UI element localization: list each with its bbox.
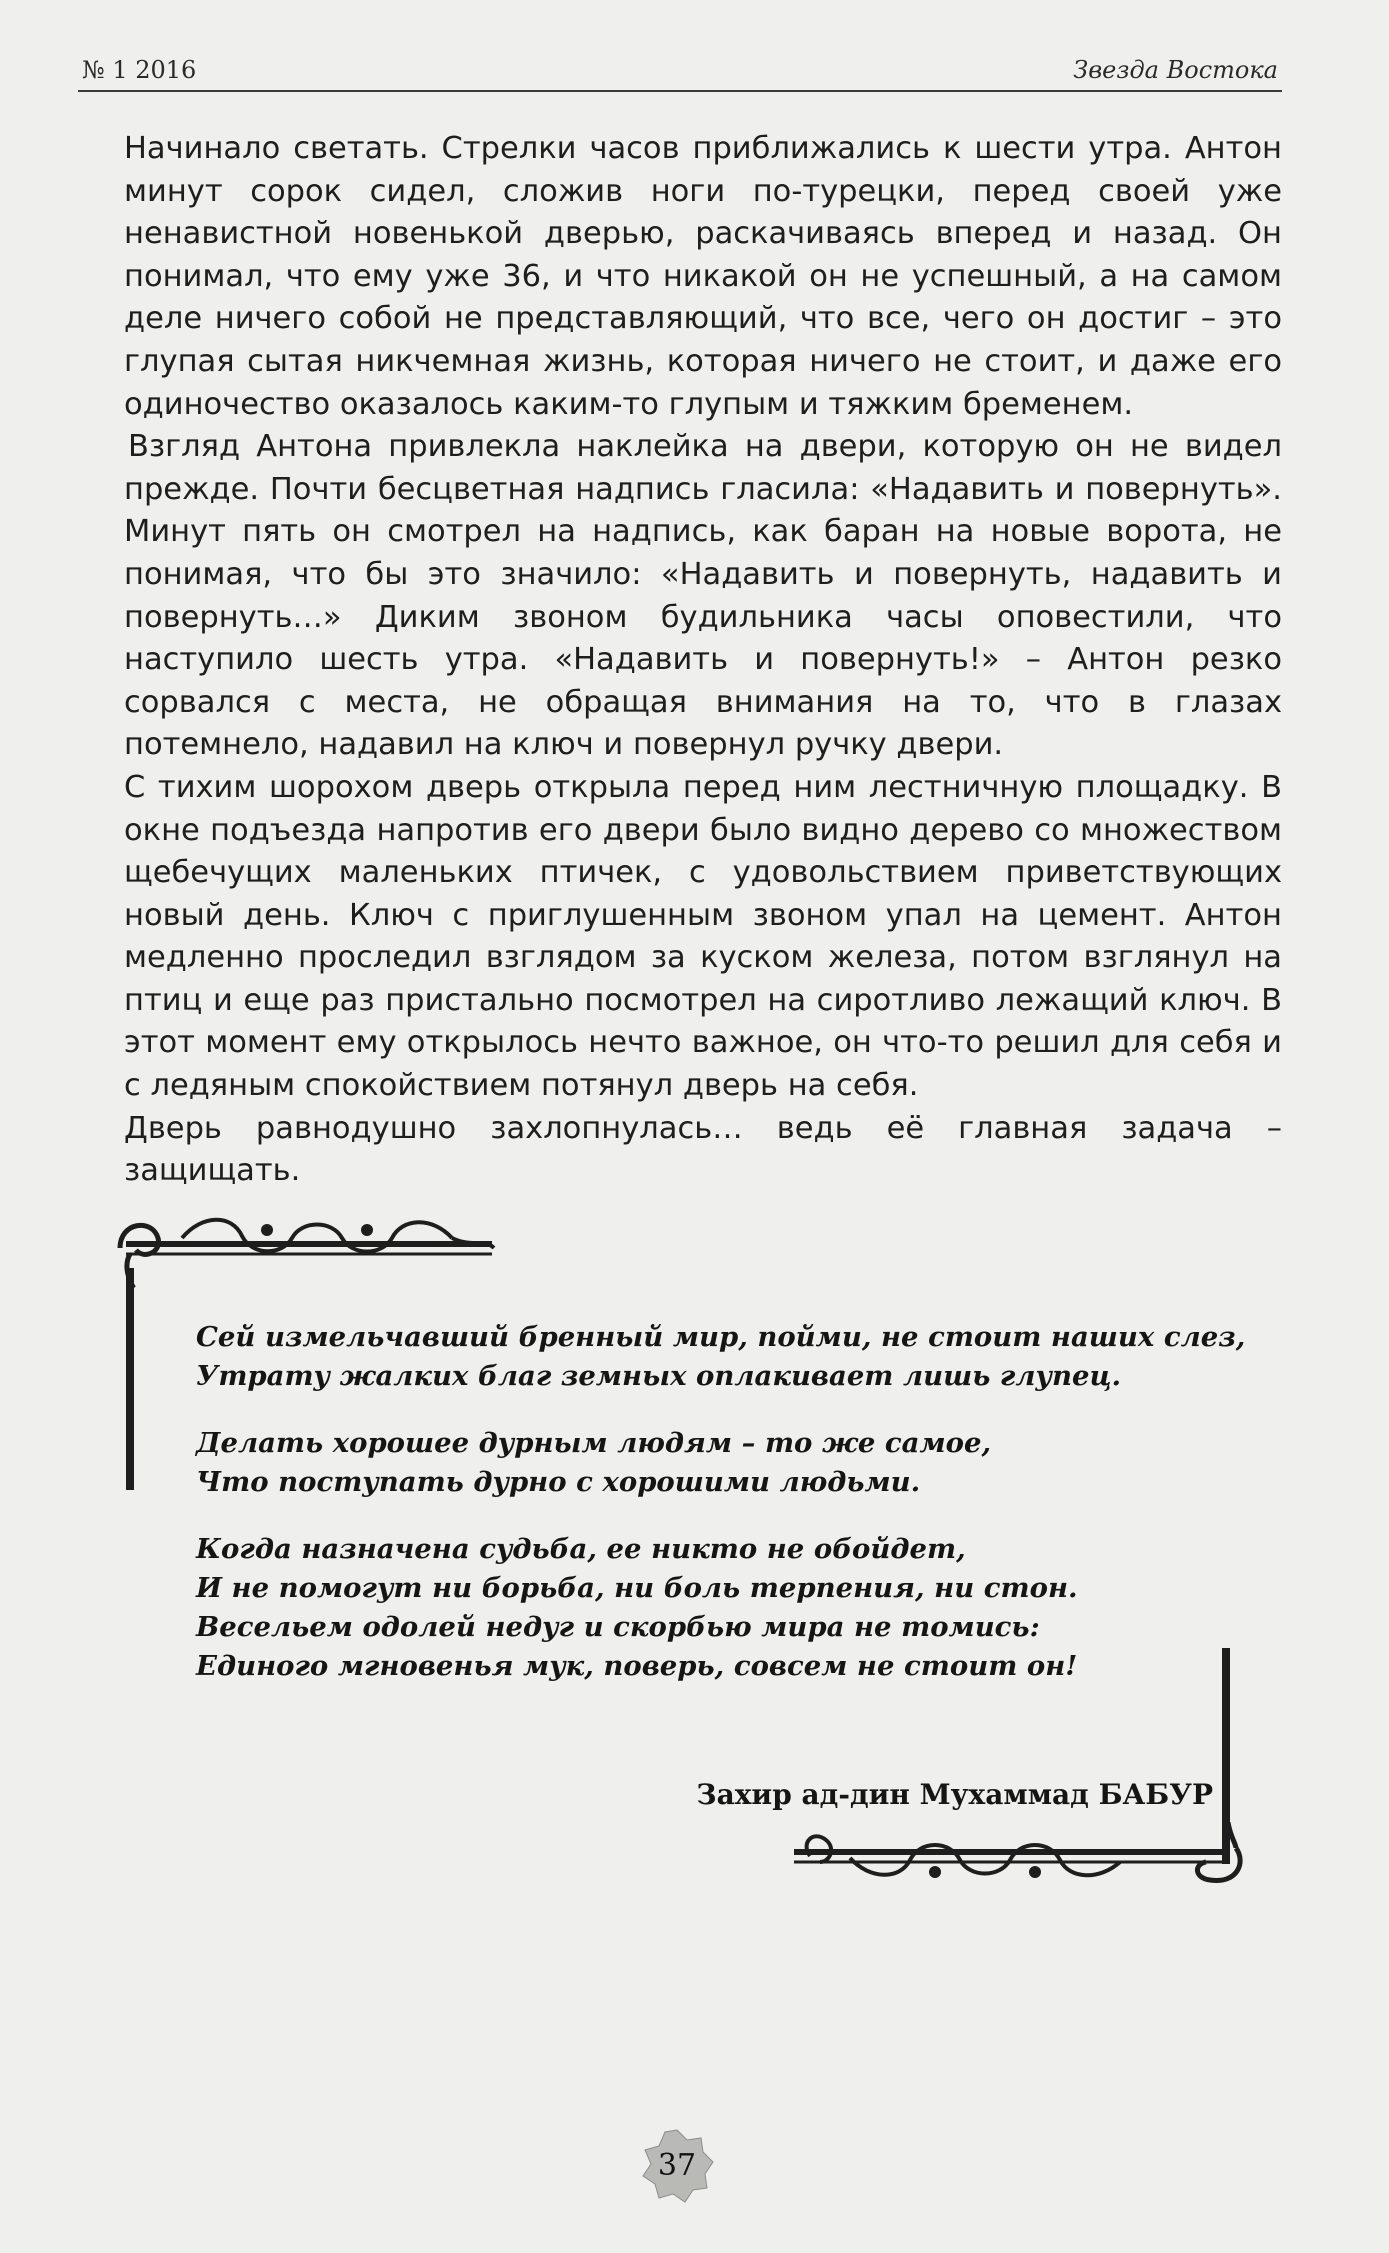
- paragraph: Взгляд Антона привлекла наклейка на двери, которую он не видел прежде. Почти бесцветная надпись гласила: «Надавить и повернуть». Минут пять он смотрел на надпись, как баран на новые ворота, не понимая, что бы это значило: «Надавить и повернуть, надавить и повернуть…» Диким звоном будильника часы оповестили, что наступило шесть утра. «Надавить и повернуть!» – Антон резко сорвался с места, не обращая внимания на то, что в глазах потемнело, надавил на ключ и повернул ручку двери.: [124, 429, 1282, 763]
- paragraph: Начинало светать. Стрелки часов приближались к шести утра. Антон минут сорок сидел, сложив ноги по-турецки, перед своей уже ненавистной новенькой дверью, раскачиваясь вперед и назад. Он понимал, что ему уже 36, и что никакой он не успешный, а на самом деле ничего собой не представляющий, что все, чего он достиг – это глупая сытая никчемная жизнь, которая ничего не стоит, и даже его одиночество оказалось каким-то глупым и тяжким бременем.: [124, 131, 1282, 422]
- poem-line: Что поступать дурно с хорошими людьми.: [196, 1466, 921, 1498]
- poem-author: Захир ад-дин Мухаммад БАБУР: [696, 1778, 1213, 1811]
- magazine-title: Звезда Востока: [1073, 56, 1278, 84]
- running-header: [78, 52, 1282, 92]
- header-rule: [78, 90, 1282, 92]
- poem-line: Единого мгновенья мук, поверь, совсем не стоит он!: [196, 1650, 1078, 1682]
- poem-line: Сей измельчавший бренный мир, пойми, не стоит наших слез,: [196, 1321, 1246, 1353]
- ornament-top-left: [112, 1208, 502, 1288]
- frame-left-bar: [126, 1268, 134, 1490]
- page-number: 37: [657, 2148, 697, 2183]
- poem-stanza: [196, 1318, 1246, 1396]
- paragraph: Дверь равнодушно захлопнулась… ведь её главная задача – защищать.: [124, 1110, 1282, 1189]
- poem-stanza: [196, 1530, 1236, 1686]
- poem-line: Утрату жалких благ земных оплакивает лишь глупец.: [196, 1360, 1122, 1392]
- story-text: [124, 128, 1282, 1193]
- issue-label: № 1 2016: [82, 56, 197, 84]
- poem-line: Делать хорошее дурным людям – то же самое,: [196, 1427, 992, 1459]
- poem-line: Когда назначена судьба, ее никто не обойдет,: [196, 1533, 966, 1565]
- ornament-bottom-right: [790, 1822, 1250, 1892]
- poem-line: Весельем одолей недуг и скорбью мира не томись:: [196, 1611, 1040, 1643]
- poem-line: И не помогут ни борьба, ни боль терпения, ни стон.: [196, 1572, 1078, 1604]
- poem: [196, 1318, 1246, 1714]
- paragraph: С тихим шорохом дверь открыла перед ним лестничную площадку. В окне подъезда напротив его двери было видно дерево со множеством щебечущих маленьких птичек, с удовольствием приветствующих новый день. Ключ с приглушенным звоном упал на цемент. Антон медленно проследил взглядом за куском железа, потом взглянул на птиц и еще раз пристально посмотрел на сиротливо лежащий ключ. В этот момент ему открылось нечто важное, он что-то решил для себя и с ледяным спокойствием потянул дверь на себя.: [124, 769, 1282, 1104]
- poem-stanza: [196, 1424, 1236, 1502]
